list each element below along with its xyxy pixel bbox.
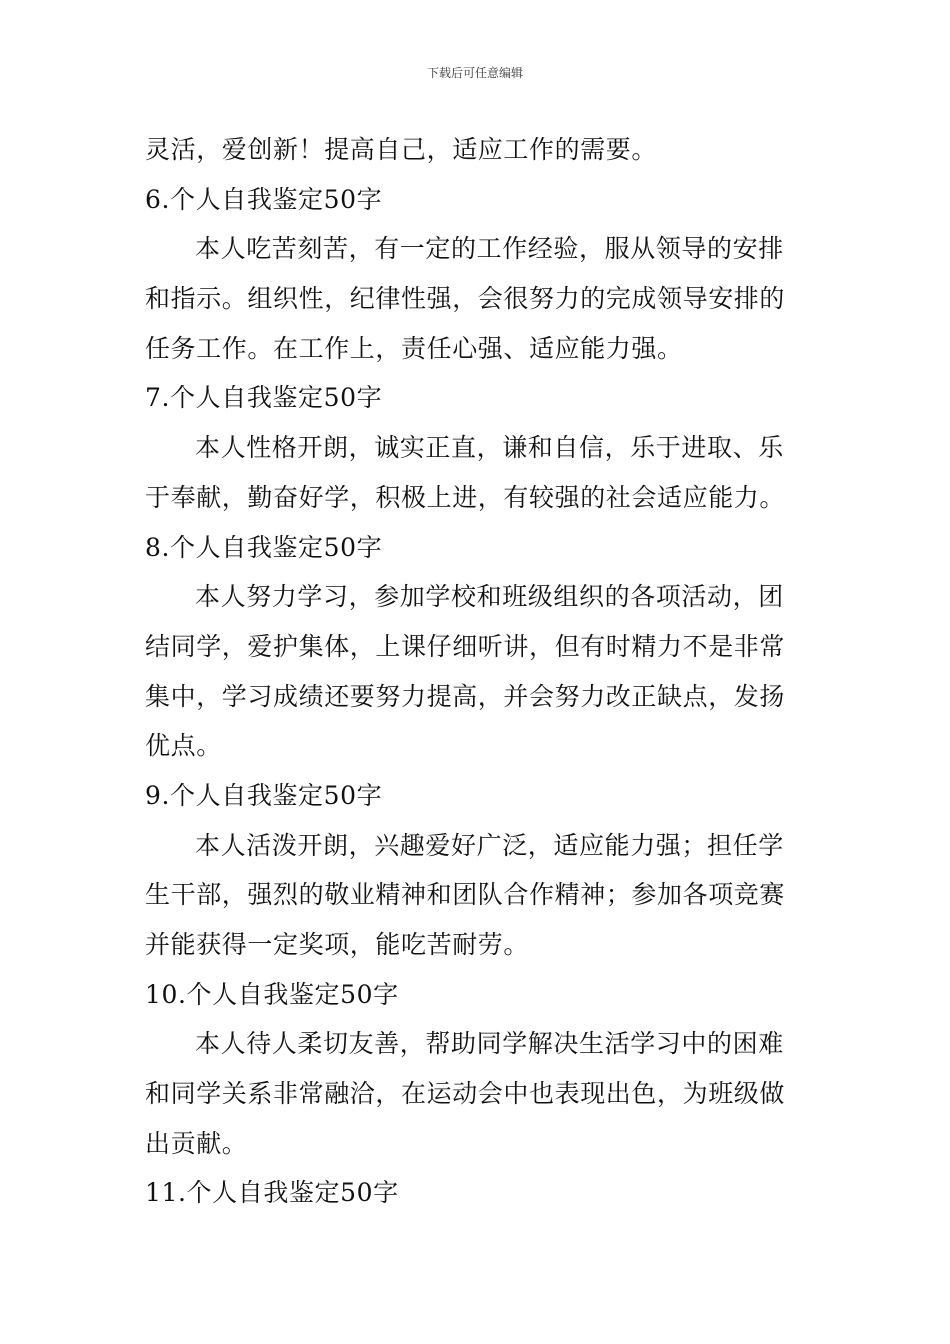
section-heading-7: 7.个人自我鉴定50字	[145, 383, 383, 413]
paragraph-line: 本人努力学习，参加学校和班级组织的各项活动，团	[195, 582, 784, 612]
paragraph-line: 本人待人柔切友善，帮助同学解决生活学习中的困难	[195, 1029, 784, 1059]
paragraph-line: 灵活，爱创新！提高自己，适应工作的需要。	[145, 135, 658, 164]
paragraph-line: 于奉献，勤奋好学，积极上进，有较强的社会适应能力。	[145, 482, 786, 512]
paragraph-line: 本人性格开朗，诚实正直，谦和自信，乐于进取、乐	[195, 433, 784, 463]
paragraph-line: 优点。	[145, 731, 222, 761]
paragraph-line: 和指示。组织性，纪律性强，会很努力的完成领导安排的	[145, 284, 786, 314]
paragraph-line: 和同学关系非常融洽，在运动会中也表现出色，为班级做	[145, 1079, 786, 1109]
paragraph-line: 集中，学习成绩还要努力提高，并会努力改正缺点，发扬	[145, 681, 786, 711]
section-heading-8: 8.个人自我鉴定50字	[145, 532, 383, 562]
paragraph-line: 生干部，强烈的敬业精神和团队合作精神；参加各项竞赛	[145, 880, 786, 910]
section-heading-11: 11.个人自我鉴定50字	[145, 1178, 399, 1208]
document-body	[145, 125, 810, 1218]
section-heading-10: 10.个人自我鉴定50字	[145, 979, 399, 1009]
paragraph-line: 任务工作。在工作上，责任心强、适应能力强。	[145, 333, 683, 363]
paragraph-line: 结同学，爱护集体，上课仔细听讲，但有时精力不是非常	[145, 631, 786, 661]
paragraph-line: 本人吃苦刻苦，有一定的工作经验，服从领导的安排	[195, 234, 784, 264]
paragraph-line: 并能获得一定奖项，能吃苦耐劳。	[145, 930, 530, 959]
section-heading-6: 6.个人自我鉴定50字	[145, 184, 383, 214]
section-heading-9: 9.个人自我鉴定50字	[145, 780, 383, 810]
page-header: 下载后可任意编辑	[426, 66, 523, 80]
paragraph-line: 出贡献。	[145, 1128, 248, 1158]
paragraph-line: 本人活泼开朗，兴趣爱好广泛，适应能力强；担任学	[195, 830, 784, 860]
